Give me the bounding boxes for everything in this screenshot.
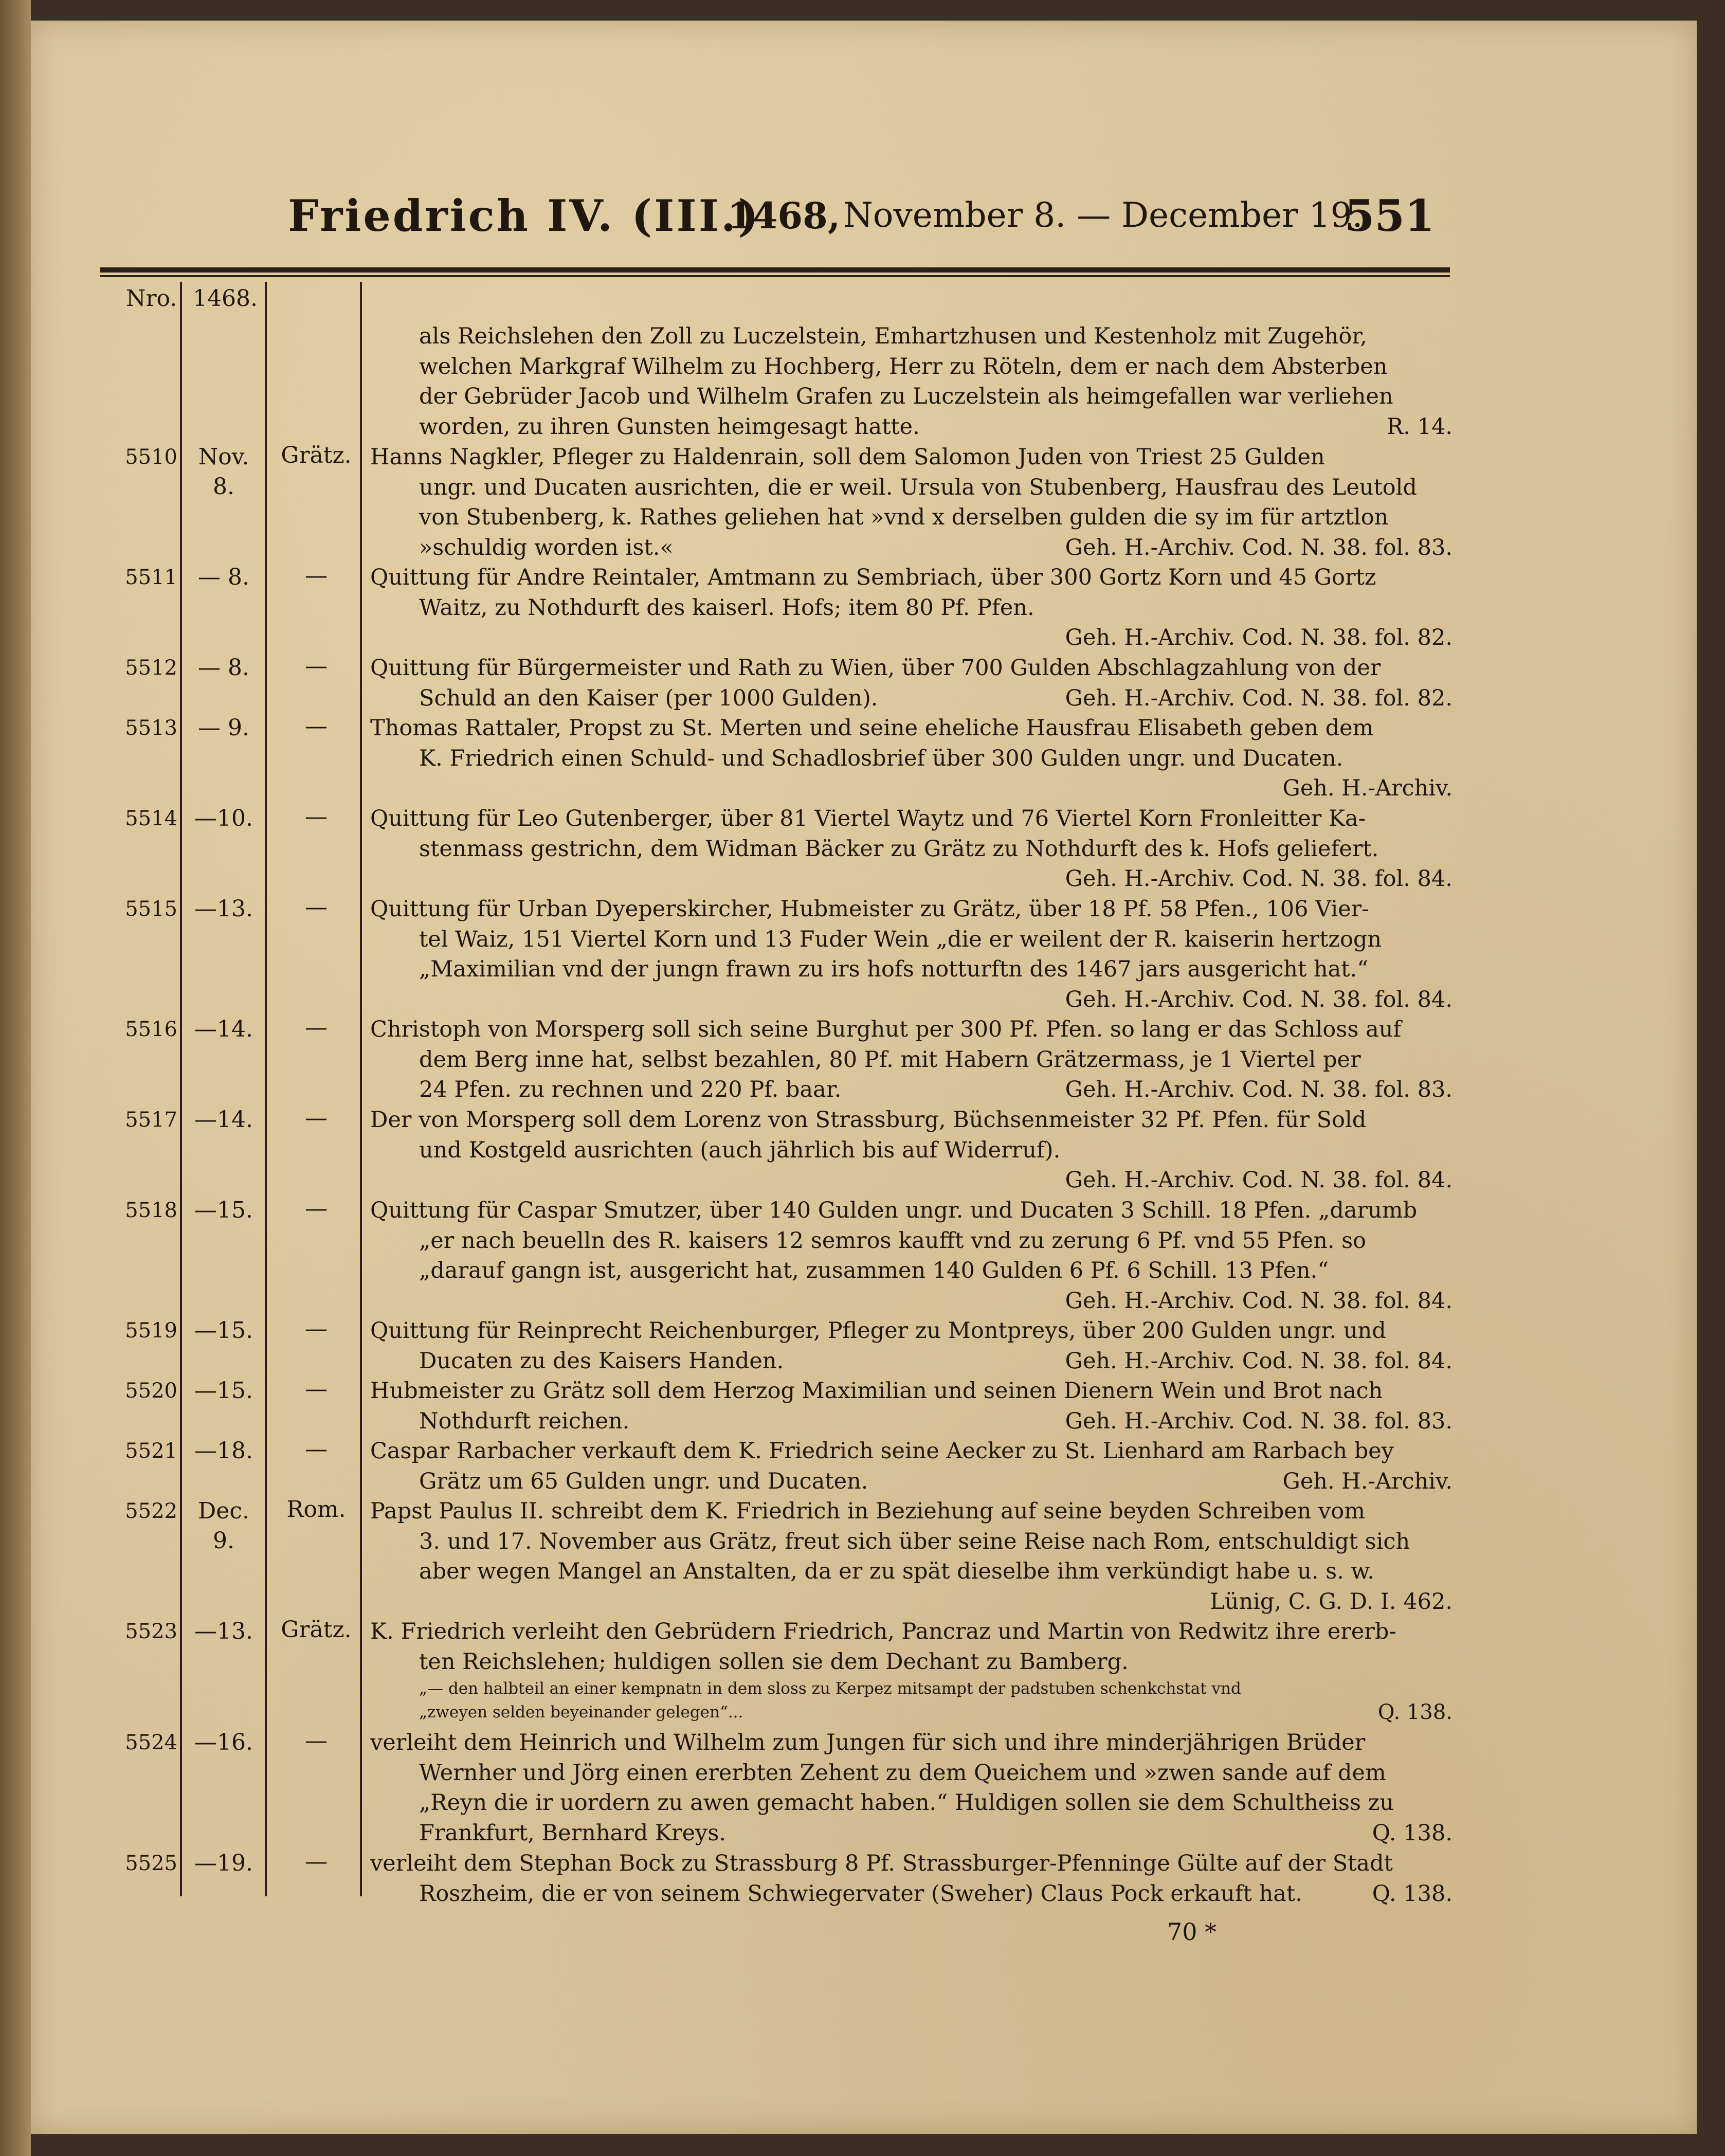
column-header-nr: Nro. (126, 285, 177, 312)
entry-source: Geh. H.-Archiv. Cod. N. 38. fol. 84. (1065, 1167, 1452, 1193)
entry-source: Geh. H.-Archiv. (1282, 1468, 1452, 1494)
entry-place: Rom. (286, 1496, 346, 1523)
entry-text: Quittung für Leo Gutenberger, über 81 Viertel Waytz und 76 Viertel Korn Fronleitter Ka- stenmass gestrichn, dem Widman Bäcker zu Grätz zu Nothdurft des k. Hofs geliefert. Geh. H.-Archiv. Cod. N. 38. fol. 84. (370, 804, 1452, 894)
entry-text: Hubmeister zu Grätz soll dem Herzog Maximilian und seinen Dienern Wein und Brot nach Nothdurft reichen. Geh. H.-Archiv. Cod. N. 38. fol. 83. (370, 1376, 1452, 1436)
entry-date: —15. (194, 1317, 253, 1344)
entry-text: verleiht dem Heinrich und Wilhelm zum Jungen für sich und ihre minderjährigen Brüder Wernher und Jörg einen ererbten Zehent zu dem Queichem und »zwen sande auf dem „Reyn die ir uordern zu awen gemacht haben.“ Huldigen sollen sie dem Schultheiss zu Frankfurt, Bernhard Kreys. Q. 138. (370, 1728, 1452, 1848)
entry-source: Q. 138. (1372, 1880, 1452, 1907)
entry-date: Nov. 8. (198, 444, 249, 500)
entry-date: —15. (194, 1378, 253, 1404)
entry-text: verleiht dem Stephan Bock zu Strassburg 8 Pf. Strassburger-Pfenninge Gülte auf der Stadt Roszheim, die er von seinem Schwiegervater (Sweher) Claus Pock erkauft hat. Q. 138. (370, 1849, 1452, 1909)
entry-number: 5521 (125, 1439, 177, 1463)
page-header (288, 190, 1445, 252)
entry-date: —19. (194, 1850, 253, 1876)
entry-number: 5513 (125, 716, 177, 740)
entry-source: Geh. H.-Archiv. Cod. N. 38. fol. 84. (1065, 1288, 1452, 1314)
entry-place: — (305, 804, 328, 830)
header-rule-thin (100, 275, 1450, 277)
entry-date: —14. (194, 1107, 253, 1133)
entry-number: 5517 (125, 1108, 177, 1132)
signature-mark: 70 * (1167, 1918, 1217, 1946)
entry-source: Geh. H.-Archiv. Cod. N. 38. fol. 83. (1065, 1408, 1452, 1434)
entry-text: Caspar Rarbacher verkauft dem K. Friedrich seine Aecker zu St. Lienhard am Rarbach bey Grätz um 65 Gulden ungr. und Ducaten. Geh. H.-Archiv. (370, 1436, 1452, 1496)
entry-text: Christoph von Morsperg soll sich seine Burghut per 300 Pf. Pfen. so lang er das Schloss auf dem Berg inne hat, selbst bezahlen, 80 Pf. mit Habern Grätzermass, je 1 Viertel per 24 Pfen. zu rechnen und 220 Pf. baar. Geh. H.-Archiv. Cod. N. 38. fol. 83. (370, 1014, 1452, 1105)
entry-source: Geh. H.-Archiv. Cod. N. 38. fol. 83. (1065, 534, 1452, 560)
entry-number: 5520 (125, 1379, 177, 1403)
entry-number: 5510 (125, 445, 177, 469)
entry-text: Der von Morsperg soll dem Lorenz von Strassburg, Büchsenmeister 32 Pf. Pfen. für Sold und Kostgeld ausrichten (auch jährlich bis auf Widerruf). Geh. H.-Archiv. Cod. N. 38. fol. 84. (370, 1105, 1452, 1195)
entry-text: Papst Paulus II. schreibt dem K. Friedrich in Beziehung auf seine beyden Schreiben vom 3. und 17. November aus Grätz, freut sich über seine Reise nach Rom, entschuldigt sich aber wegen Mangel an Anstalten, da er zu spät dieselbe ihm verkündigt habe u. s. w. Lünig, C. G. D. I. 462. (370, 1496, 1452, 1617)
entry-date: — 8. (198, 564, 249, 590)
entry-place: — (305, 653, 328, 679)
entry-date: —15. (194, 1197, 253, 1223)
running-year: 1468, (728, 194, 841, 237)
entry-note: „zweyen selden beyeinander gelegen“... (419, 1703, 743, 1722)
adjacent-page-edge (0, 0, 31, 2156)
entry-place: — (305, 1849, 328, 1875)
entry-text: Quittung für Bürgermeister und Rath zu Wien, über 700 Gulden Abschlagzahlung von der Schuld an den Kaiser (per 1000 Gulden). Geh. H.-Archiv. Cod. N. 38. fol. 82. (370, 653, 1452, 713)
entry-number: 5523 (125, 1620, 177, 1643)
entry-text: als Reichslehen den Zoll zu Luczelstein, Emhartzhusen und Kestenholz mit Zugehör, welchen Markgraf Wilhelm zu Hochberg, Herr zu Röteln, dem er nach dem Absterben der Gebrüder Jacob und Wilhelm Grafen zu Luczelstein als heimgefallen war verliehen worden, zu ihren Gunsten heimgesagt hatte. R. 14. (370, 321, 1452, 442)
entry-place: — (305, 1728, 328, 1754)
entry-text: Quittung für Andre Reintaler, Amtmann zu Sembriach, über 300 Gortz Korn und 45 Gortz Waitz, zu Nothdurft des kaiserl. Hofs; item 80 Pf. Pfen. Geh. H.-Archiv. Cod. N. 38. fol. 82. (370, 563, 1452, 653)
entry-place: Grätz. (281, 1617, 352, 1643)
entry-text: Quittung für Urban Dyeperskircher, Hubmeister zu Grätz, über 18 Pf. 58 Pfen., 106 Vier- tel Waiz, 151 Viertel Korn und 13 Fuder Wein „die er weilent der R. kaiserin hertzogn „Maximilian vnd der jungn frawn zu irs hofs notturftn des 1467 jars ausgericht hat.“ Geh. H.-Archiv. Cod. N. 38. fol. 84. (370, 894, 1452, 1014)
entry-source: Geh. H.-Archiv. Cod. N. 38. fol. 84. (1065, 986, 1452, 1012)
entry-source: Geh. H.-Archiv. (1282, 775, 1452, 801)
entry-source: Geh. H.-Archiv. Cod. N. 38. fol. 84. (1065, 866, 1452, 892)
entry-number: 5514 (125, 807, 177, 830)
entry-place: — (305, 1316, 328, 1342)
entry-date: —16. (194, 1729, 253, 1755)
entry-number: 5525 (125, 1852, 177, 1875)
entry-source: Geh. H.-Archiv. Cod. N. 38. fol. 84. (1065, 1348, 1452, 1374)
entry-number: 5512 (125, 656, 177, 680)
entry-date: —18. (194, 1438, 253, 1464)
header-rule-thick (100, 267, 1450, 273)
entry-date: —13. (194, 1618, 253, 1644)
entry-text: Hanns Nagkler, Pfleger zu Haldenrain, soll dem Salomon Juden von Triest 25 Gulden ungr. und Ducaten ausrichten, die er weil. Ursula von Stubenberg, Hausfrau des Leutold von Stubenberg, k. Rathes geliehen hat »vnd x derselben gulden die sy im für artztlon »schuldig worden ist.« Geh. H.-Archiv. Cod. N. 38. fol. 83. (370, 442, 1452, 563)
entry-source: Lünig, C. G. D. I. 462. (1210, 1588, 1452, 1615)
entry-date: — 8. (198, 655, 249, 681)
entry-text: Quittung für Caspar Smutzer, über 140 Gulden ungr. und Ducaten 3 Schill. 18 Pfen. „darumb „er nach beuelln des R. kaisers 12 semros kaufft vnd zu zerung 6 Pf. vnd 55 Pfen. so „darauf gangn ist, ausgericht hat, zusammen 140 Gulden 6 Pf. 6 Schill. 13 Pfen.“ Geh. H.-Archiv. Cod. N. 38. fol. 84. (370, 1195, 1452, 1316)
entry-text: K. Friedrich verleiht den Gebrüdern Friedrich, Pancraz und Martin von Redwitz ihre ererb- ten Reichslehen; huldigen sollen sie dem Dechant zu Bamberg. „— den halbteil an einer kempnatn in dem sloss zu Kerpez mitsampt der padstuben schenkchstat vnd „zweyen selden beyeinander gelegen“... Q. 138. (370, 1619, 1452, 1724)
entry-number: 5518 (125, 1199, 177, 1222)
entry-date: —13. (194, 896, 253, 922)
entry-place: Grätz. (281, 442, 352, 468)
entry-date: Dec. 9. (198, 1498, 249, 1554)
entry-date: — 9. (198, 715, 249, 741)
entry-place: — (305, 1014, 328, 1041)
entry-note: „— den halbteil an einer kempnatn in dem sloss zu Kerpez mitsampt der padstuben schenkchstat vnd (419, 1679, 1241, 1698)
entry-date: —14. (194, 1016, 253, 1042)
entry-source: Geh. H.-Archiv. Cod. N. 38. fol. 82. (1065, 625, 1452, 650)
entry-source: Geh. H.-Archiv. Cod. N. 38. fol. 83. (1065, 1077, 1452, 1102)
entry-text: Thomas Rattaler, Propst zu St. Merten und seine eheliche Hausfrau Elisabeth geben dem K. Friedrich einen Schuld- und Schadlosbrief über 300 Gulden ungr. und Ducaten. Geh. H.-Archiv. (370, 713, 1452, 804)
entry-place: — (305, 563, 328, 589)
column-header-year: 1468. (193, 285, 258, 312)
entry-number: 5519 (125, 1319, 177, 1343)
entry-number: 5516 (125, 1018, 177, 1041)
running-date-range: November 8. — December 19. (843, 195, 1363, 235)
entry-place: — (305, 1105, 328, 1131)
entry-place: — (305, 894, 328, 920)
column-divider-1 (180, 282, 182, 1896)
entry-source: Q. 138. (1377, 1700, 1452, 1724)
entry-place: — (305, 1436, 328, 1462)
entry-date: —10. (194, 805, 253, 831)
entry-number: 5515 (125, 897, 177, 921)
entry-source: Geh. H.-Archiv. Cod. N. 38. fol. 82. (1065, 685, 1452, 711)
entry-number: 5522 (125, 1499, 177, 1523)
entry-place: — (305, 713, 328, 739)
running-title: Friedrich IV. (III.) (288, 190, 761, 241)
column-divider-2 (265, 282, 267, 1896)
entry-text: Quittung für Reinprecht Reichenburger, Pfleger zu Montpreys, über 200 Gulden ungr. und Ducaten zu des Kaisers Handen. Geh. H.-Archiv. Cod. N. 38. fol. 84. (370, 1316, 1452, 1376)
entry-source: R. 14. (1386, 413, 1452, 440)
entry-place: — (305, 1195, 328, 1222)
page-number: 551 (1345, 190, 1435, 241)
column-divider-3 (360, 282, 362, 1896)
entry-number: 5524 (125, 1731, 177, 1754)
entry-source: Q. 138. (1372, 1820, 1452, 1846)
entry-place: — (305, 1376, 328, 1402)
entry-number: 5511 (125, 566, 177, 589)
